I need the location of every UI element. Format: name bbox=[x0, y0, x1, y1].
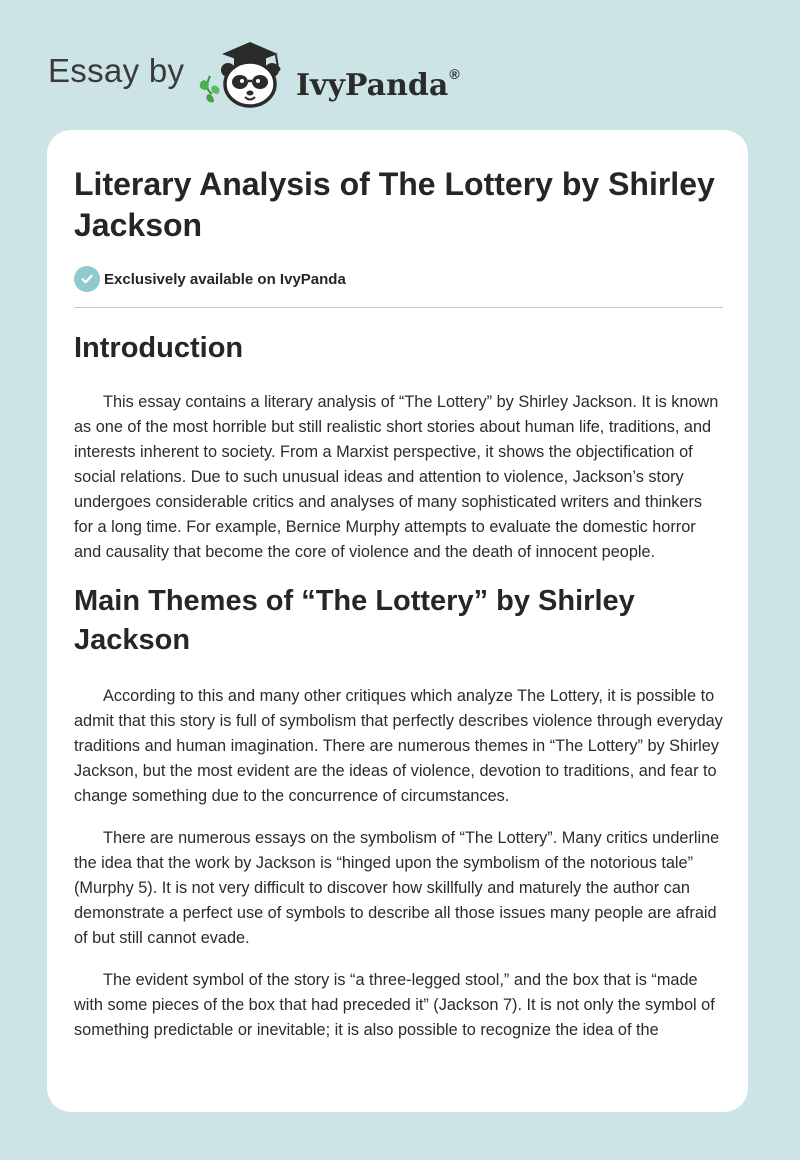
section-heading-introduction: Introduction bbox=[74, 332, 244, 364]
paragraph-themes-3: The evident symbol of the story is “a three-legged stool,” and the box that is “made with some pieces of the box that had preceded it” (Jackson 7). It is not only the symbol of something predictable or inevitable; it is also possible to recognize the idea of the bbox=[74, 971, 715, 1039]
paragraph-themes-1: According to this and many other critiques which analyze The Lottery, it is possible to admit that this story is full of symbolism that perfectly describes violence through everyday traditions and human imagination. There are numerous themes in “The Lottery” by Shirley Jackson, but the most evident are the ideas of violence, devotion to traditions, and fear to change something due to the concurrence of circumstances. bbox=[74, 687, 723, 805]
divider bbox=[74, 307, 723, 308]
page-title: Literary Analysis of The Lottery by Shirley Jackson bbox=[74, 166, 715, 243]
exclusive-badge bbox=[74, 266, 723, 292]
registered-mark: ® bbox=[449, 66, 460, 82]
brand-text: IvyPanda bbox=[296, 68, 449, 103]
brand-name[interactable] bbox=[296, 54, 460, 106]
section-heading-main-themes: Main Themes of “The Lottery” by Shirley Jackson bbox=[74, 585, 635, 656]
essay-by-label: Essay by bbox=[48, 52, 185, 89]
panda-graduate-icon[interactable] bbox=[196, 36, 292, 110]
exclusive-label: Exclusively available on IvyPanda bbox=[104, 270, 346, 288]
check-icon bbox=[74, 266, 100, 292]
site-header bbox=[0, 0, 800, 130]
essay-card bbox=[47, 130, 748, 1112]
paragraph-intro: This essay contains a literary analysis of “The Lottery” by Shirley Jackson. It is known as one of the most horrible but still realistic short stories about human life, traditions, and interests inherent to society. From a Marxist perspective, it shows the objectification of social relations. Due to such unusual ideas and attention to violence, Jackson’s story undergoes considerable critics and analyses of many sophisticated writers and thinkers for a long time. For example, Bernice Murphy attempts to evaluate the domestic horror and causality that become the core of violence and the death of innocent people. bbox=[74, 393, 719, 561]
paragraph-themes-2: There are numerous essays on the symbolism of “The Lottery”. Many critics underline the idea that the work by Jackson is “hinged upon the symbolism of the notorious tale” (Murphy 5). It is not very difficult to discover how skillfully and maturely the author can demonstrate a perfect use of symbols to describe all those issues many people are afraid of but still cannot evade. bbox=[74, 829, 720, 947]
essay-content bbox=[74, 164, 723, 1043]
ivy-leaf-icon bbox=[200, 76, 220, 102]
